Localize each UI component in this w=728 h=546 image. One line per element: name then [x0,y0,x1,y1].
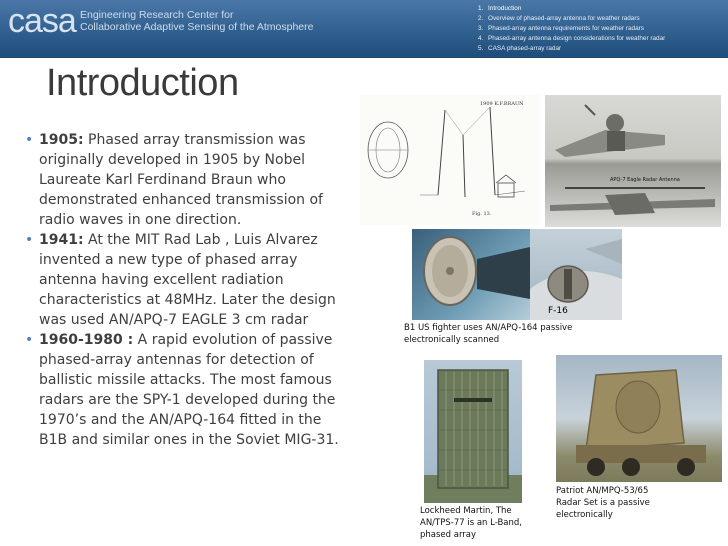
table-of-contents [478,4,665,54]
eagle-caption: APQ-7 Eagle Radar Antenna [610,177,680,183]
org-line-2: Collaborative Adaptive Sensing of the Atmosphere [80,21,314,33]
casa-logo: casa [8,2,76,40]
patriot-radar-photo [556,355,722,482]
organization-name [80,9,313,33]
braun-title: 1909 K.F.BRAUN [480,101,524,107]
bullet-text: A rapid evolution of passive phased-array antennas for detection of ballistic missile attacks. The most famous radars are the SPY-1 developed during the 1970’s and the AN/APQ-164 fitted in the B1B and similar ones in the Soviet MIG-31. [39,332,339,448]
tps77-caption: Lockheed Martin, The AN/TPS-77 is an L-Band, phased array [420,506,522,540]
bullet-year: 1960-1980 : [39,332,134,348]
bullet-1960-1980 [22,330,352,450]
bullet-1905 [22,130,352,230]
history-bullet-list [22,130,352,450]
toc-item-casa-radar[interactable]: 5. CASA phased-array radar [478,45,562,52]
toc-item-overview[interactable]: 2. Overview of phased-array antenna for weather radars [478,15,640,22]
braun-drawing-svg [360,95,540,225]
b1-apq164-radar-photo [412,229,530,320]
bullet-text: Phased array transmission was originally developed in 1905 by Nobel Laureate Karl Ferdinand Braun who demonstrated enhanced transmission of radio waves in one direction. [39,132,323,228]
header-band [0,0,728,58]
b1-caption: B1 US fighter uses AN/APQ-164 passive electronically scanned [404,323,573,345]
eagle-photo-svg [545,95,721,227]
toc-item-design-considerations[interactable]: 4. Phased-array antenna design considerations for weather radar [478,35,666,42]
patriot-caption: Patriot AN/MPQ-53/65 Radar Set is a passive electronically [556,486,650,520]
apq7-eagle-antenna-photo [545,95,721,227]
tps77-radar-photo [424,360,522,503]
patriot-photo-svg [556,355,722,482]
page-title: Introduction [46,62,239,104]
braun-fig-label: Fig. 13. [472,211,492,217]
b1-photo-svg [412,229,530,320]
f16-radar-photo [530,229,622,320]
bullet-year: 1905: [39,132,84,148]
tps77-photo-svg [424,360,522,503]
bullet-1941 [22,230,352,330]
toc-item-requirements[interactable]: 3. Phased-array antenna requirements for weather radars [478,25,644,32]
toc-item-introduction[interactable]: 1. Introduction [478,5,522,12]
bullet-text: At the MIT Rad Lab , Luis Alvarez invented a new type of phased array antenna having excellent radiation characteristics at 48MHz. Later the design was used AN/APQ-7 EAGLE 3 cm radar [39,232,336,328]
f16-photo-svg [530,229,622,320]
braun-antenna-drawing [360,95,540,225]
f16-label: F-16 [548,306,568,316]
bullet-year: 1941: [39,232,84,248]
org-line-1: Engineering Research Center for [80,9,234,21]
